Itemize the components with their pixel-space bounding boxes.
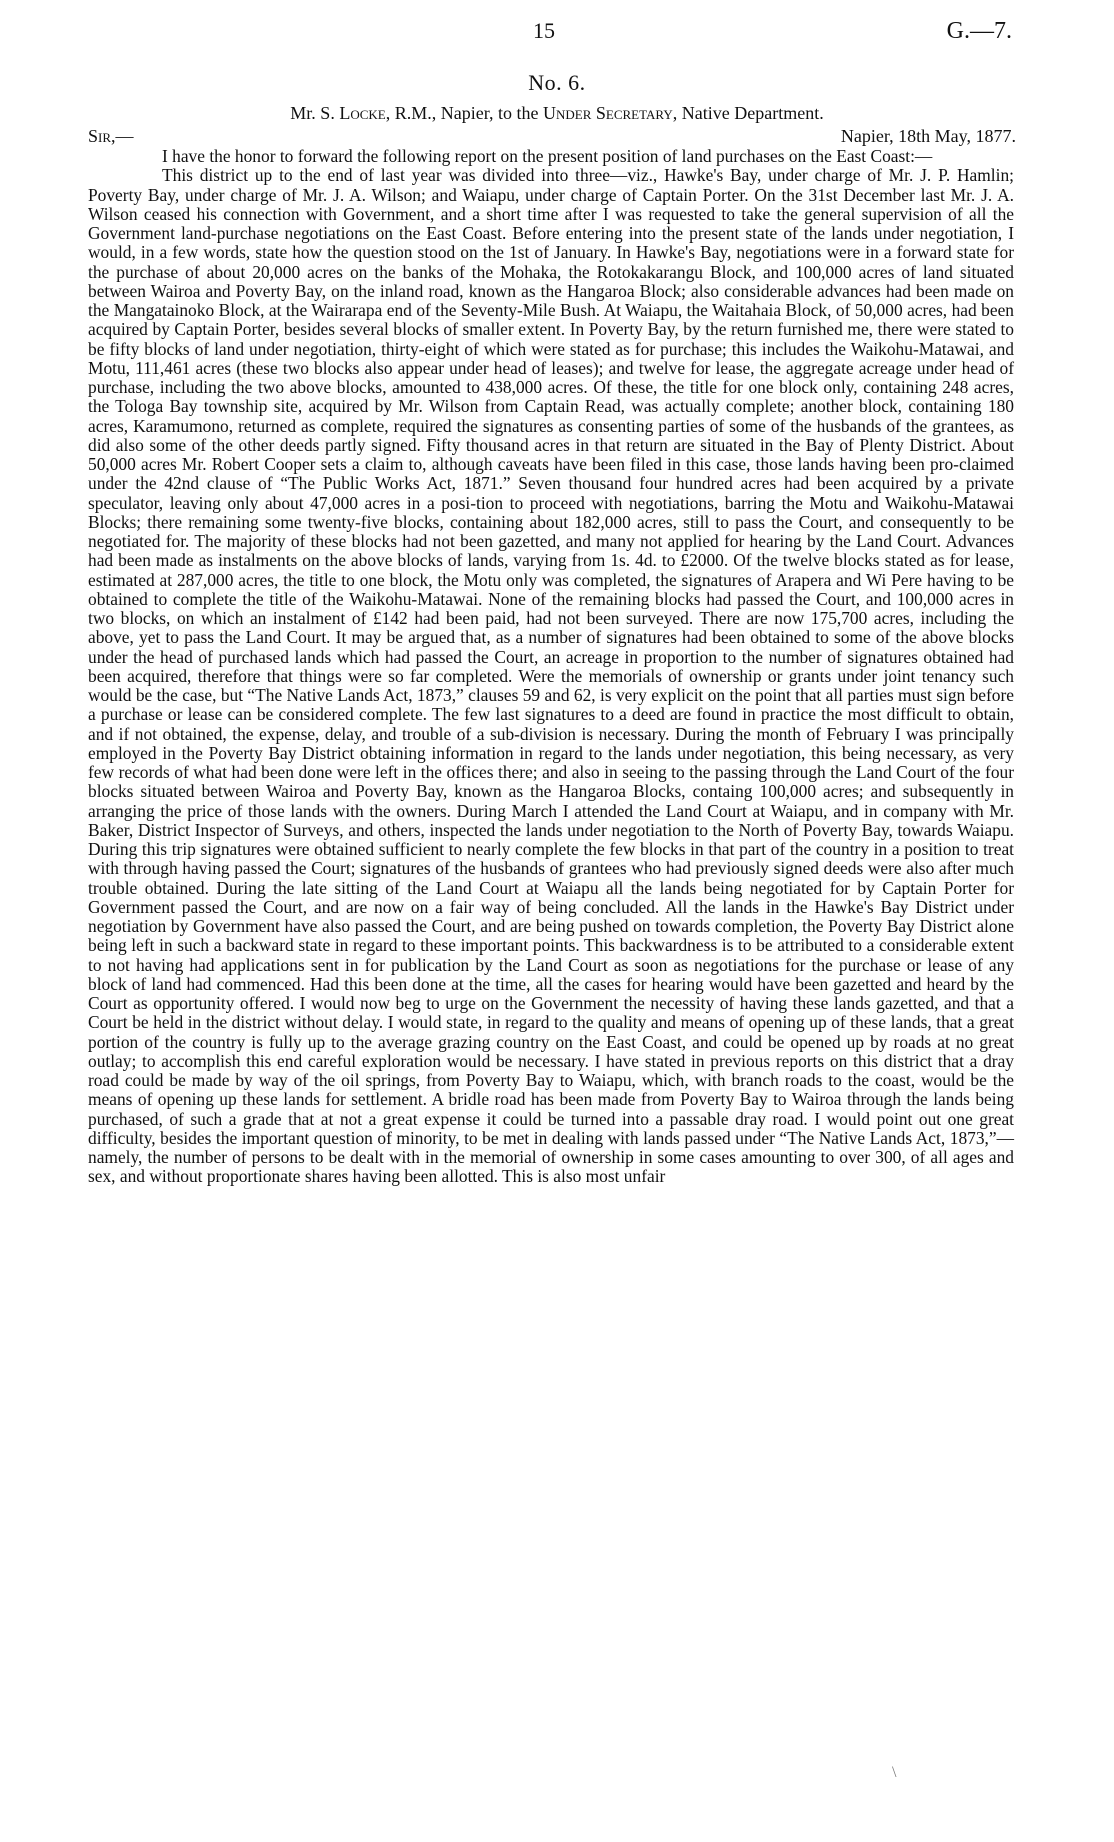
subtitle-suffix: , Native Department. bbox=[672, 103, 824, 123]
subtitle-prefix: Mr. S. bbox=[290, 103, 340, 123]
body-paragraph: This district up to the end of last year was divided into three—viz., Hawke's Bay, under charge of Mr. J. P. Hamlin; Poverty Bay, under charge of Mr. J. A. Wilson; and Waiapu, under charge of Captain Porter. On the 31st December last Mr. J. A. Wilson ceased his connection with Government, and a short time after I was requested to take the general supervision of all the Government land-purchase negotiations on the East Coast. Before entering into the present state of the lands under negotiation, I would, in a few words, state how the question stood on the 1st of January. In Hawke's Bay, negotiations were in a forward state for the purchase of about 20,000 acres on the banks of the Mohaka, the Rotokakarangu Block, and 100,000 acres of land situated between Wairoa and Poverty Bay, on the inland road, known as the Hangaroa Block; also considerable advances had been made on the Mangatainoko Block, at the Wairarapa end of the Seventy-Mile Bush. At Waiapu, the Waitahaia Block, of 50,000 acres, had been acquired by Captain Porter, besides several blocks of smaller extent. In Poverty Bay, by the return furnished me, there were stated to be fifty blocks of land under negotiation, thirty-eight of which were stated as for purchase; this includes the Waikohu-Matawai, and Motu, 111,461 acres (these two blocks also appear under head of leases); and twelve for lease, the aggregate acreage under head of purchase, including the two above blocks, amounted to 438,000 acres. Of these, the title for one block only, containing 248 acres, the Tologa Bay township site, acquired by Mr. Wilson from Captain Read, was actually complete; another block, containing 180 acres, Karamumono, returned as complete, required the signatures as consenting parties of some of the husbands of the grantees, as did also some of the other deeds partly signed. Fifty thousand acres in that return are situated in the Bay of Plenty District. About 50,000 acres Mr. Robert Cooper sets a claim to, although caveats have been filed in this case, those lands having been pro-claimed under the 42nd clause of “The Public Works Act, 1871.” Seven thousand four hundred acres had been acquired by a private speculator, leaving only about 47,000 acres in a posi-tion to proceed with negotiations, barring the Motu and Waikohu-Matawai Blocks; there remaining some twenty-five blocks, containing about 182,000 acres, still to pass the Court, and consequently to be negotiated for. The majority of these blocks had not been gazetted, and many not applied for hearing by the Land Court. Advances had been made as instalments on the above blocks of lands, varying from 1s. 4d. to £2000. Of the twelve blocks stated as for lease, estimated at 287,000 acres, the title to one block, the Motu only was completed, the signatures of Arapera and Wi Pere having to be obtained to complete the title of the Waikohu-Matawai. None of the remaining blocks had passed the Court, and 100,000 acres in two blocks, on which an instalment of £142 had been paid, had not been surveyed. There are now 175,700 acres, including the above, yet to pass the Land Court. It may be argued that, as a number of signatures had been obtained to some of the above blocks under the head of purchased lands which had passed the Court, an acreage in proportion to the number of signatures obtained had been acquired, therefore that things were so far completed. Were the memorials of ownership or grants under joint tenancy such would be the case, but “The Native Lands Act, 1873,” clauses 59 and 62, is very explicit on the point that all parties must sign before a purchase or lease can be considered complete. The few last signatures to a deed are found in practice the most difficult to obtain, and if not obtained, the expense, delay, and trouble of a sub-division is necessary. During the month of February I was principally employed in the Poverty Bay District obtaining information in regard to the lands under negotiation, this being necessary, as very few records of what had been done were left in the offices there; and also in seeing to the passing through the Land Court of the four blocks situated between Wairoa and Poverty Bay, known as the Hangaroa Blocks, containg 100,000 acres; and subsequently in arranging the price of those lands with the owners. During March I attended the Land Court at Waiapu, and in company with Mr. Baker, District Inspector of Surveys, and others, inspected the lands under negotiation to the North of Poverty Bay, towards Waiapu. During this trip signatures were obtained sufficient to nearly complete the few blocks in that part of the country in a position to treat with through having passed the Court; signatures of the husbands of grantees who had previously signed deeds were also after much trouble obtained. During the late sitting of the Land Court at Waiapu all the lands being negotiated for by Captain Porter for Government passed the Court, and are now on a fair way of being concluded. All the lands in the Hawke's Bay District under negotiation by Government have also passed the Court, and are being pushed on towards completion, the Poverty Bay District alone being left in such a backward state in regard to these important points. This backwardness is to be attributed to a considerable extent to not having had applications sent in for publication by the Land Court as soon as negotiations for the purchase or lease of any block of land had commenced. Had this been done at the time, all the cases for hearing would have been gazetted and heard by the Court as opportunity offered. I would now beg to urge on the Government the necessity of having these lands gazetted, and that a Court be held in the district without delay. I would state, in regard to the quality and means of opening up of these lands, that a great portion of the country is fully up to the average grazing country on the East Coast, and could be opened up by roads at no great outlay; to accomplish this end careful exploration would be necessary. I have stated in previous reports on this district that a dray road could be made by way of the oil springs, from Poverty Bay to Waiapu, which, with branch roads to the coast, would be the means of opening up these lands for settlement. A bridle road has been made from Poverty Bay to Wairoa through the lands being purchased, of such a grade that at not a great expense it could be turned into a passable dray road. I would point out one great difficulty, besides the important question of minority, to be met in dealing with lands passed under “The Native Lands Act, 1873,”—namely, the number of persons to be dealt with in the memorial of ownership in some cases amounting to over 300, of all ages and sex, and without proportionate shares having been allotted. This is also most unfair bbox=[88, 165, 1014, 1187]
page-header bbox=[0, 18, 1114, 48]
document-reference: G.—7. bbox=[946, 18, 1012, 44]
letter-body bbox=[88, 147, 1014, 1187]
author-surname: Locke bbox=[339, 103, 386, 123]
letter-number: No. 6. bbox=[528, 70, 586, 95]
body-paragraph: I have the honor to forward the following report on the present position of land purchases on the East Coast:— bbox=[162, 146, 933, 166]
salutation: Sir,— bbox=[88, 126, 134, 146]
letter-subtitle bbox=[0, 103, 1114, 124]
recipient-title: Under Secretary bbox=[542, 103, 673, 123]
dateline: Napier, 18th May, 1877. bbox=[840, 126, 1016, 146]
page-number: 15 bbox=[533, 18, 555, 43]
stray-mark: \ bbox=[892, 1764, 897, 1781]
subtitle-middle: , R.M., Napier, to the bbox=[385, 103, 543, 123]
